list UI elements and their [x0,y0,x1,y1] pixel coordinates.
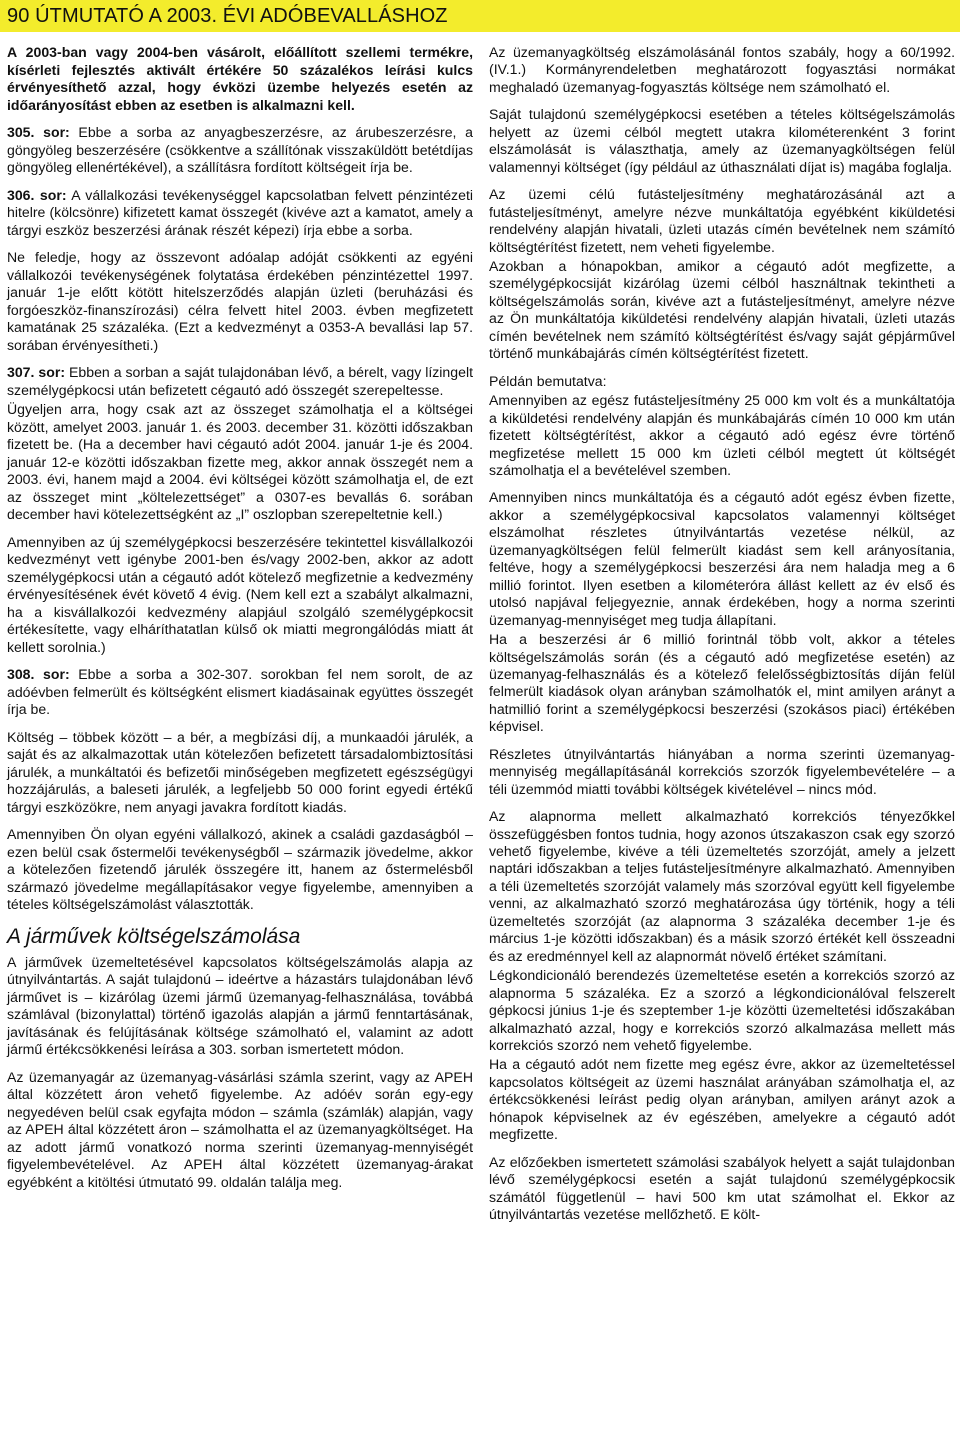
right-paragraph-8: Részletes útnyilvántartás hiányában a norma szerinti üzemanyag-mennyiség megállapításánál korrekciós szorzók figyelembevételére – a téli üzemmód miatti további költségek kivételével – nincs mód. [489,745,955,797]
right-paragraph-2: Saját tulajdonú személygépkocsi esetében a tételes költségelszámolás helyett az üzemi célból megtett utakra kilométerenként 3 forint elszámolását is választhatja, amely az üzemanyagköltségen felül valamennyi költséget (így például az úthasználati díjat is) magába foglalja. [489,106,955,175]
right-paragraph-7: Ha a beszerzési ár 6 millió forintnál több volt, akkor a tételes költségelszámolás során (és a cégautó adó megfizetése esetén) az üzemanyag-felhasználás és a kötelező felelősségbiztosítás díján felül felmerült kiadások olyan arányban számolhatók el, mint amilyen arányt a hatmillió forint a személygépkocsi beszerzési (szokásos piaci) értékében képvisel. [489,631,955,735]
right-paragraph-11: Ha a cégautó adót nem fizette meg egész évre, akkor az üzemeltetéssel kapcsolatos költségeit az üzemi használat arányában számolhatja el, az értékcsökkenési leírást pedig olyan arányban, amilyen arányt azok a hónapok képviselnek az év egészében, amelyekre a cégautó adót megfizette. [489,1056,955,1143]
intro-paragraph: A 2003-ban vagy 2004-ben vásárolt, előállított szellemi termékre, kísérleti fejlesztés aktivált értékére 50 százalékos leírási kulcs érvényesíthető azzal, hogy évközi üzembe helyezés esetén az időarányosítást ebben az esetben is alkalmazni kell. [7,44,473,113]
row-306-label: 306. sor: [7,186,67,203]
row-307-paragraph [7,364,473,399]
header-bar [0,0,960,32]
section-heading: A járművek költségelszámolása [7,924,301,948]
right-paragraph-1: Az üzemanyagköltség elszámolásánál fontos szabály, hogy a 60/1992. (IV.1.) Kormányrendeletben meghatározott fogyasztási normákat meghaladó üzemanyag-fogyasztás költsége nem számolható el. [489,44,955,95]
right-paragraph-5: Amennyiben az egész futásteljesítmény 25 000 km volt és a munkáltatója a kiküldetési rendelvény alapján és munkábajárás címén 10 000 km után fizetett költségtérítést, akkor a cégautó adó egész évre történő megfizetése mellett 15 000 km üzleti célból megtett út költségét számolhatja el a bevételével szemben. [489,392,955,478]
vehicle-paragraph-2: Az üzemanyagár az üzemanyag-vásárlási számla szerint, vagy az APEH által közzétett áron vehető figyelembe. Az adóév során egy-egy negyedéven belül csak egyfajta módon – számla (számlák) alapján, vagy az APEH által közzétett áron – számolhatta el az üzemanyagköltséget. Ha az adott jármű vonatkozó norma szerinti üzemanyag-mennyiségét figyelembevételével. Az APEH által közzétett üzemanyag-árakat egyébként a kitöltési útmutató 99. oldalán találja meg. [7,1068,473,1190]
right-paragraph-4: Azokban a hónapokban, amikor a cégautó adót megfizette, a személygépkocsiját kizárólag üzemi célból használtnak tekintheti a költségelszámolás során, kivéve azt a futásteljesítményt, amelyre nézve az Ön munkáltatója kiküldetési rendelvény alapján hivatali, üzleti utazás címén bevételnek nem számító költségtérítést és/vagy saját gépjárművel történő munkábajárás címén költségtérítést fizetett. [489,257,955,362]
row-307-text: Ebben a sorban a saját tulajdonában lévő, a bérelt, vagy lízingelt személygépkocsi után befizetett cégautó adó összegét szerepeltesse. [7,364,473,398]
page-header-title: 90 ÚTMUTATÓ A 2003. ÉVI ADÓBEVALLÁSHOZ [7,5,448,27]
row-306-note: Ne feledje, hogy az összevont adóalap adóját csökkenti az egyéni vállalkozói tevékenységének folytatása érdekében pénzintézettel 1997. január 1-je előtt kötött hitelszerződés alapján üzleti (beruházási és forgóeszköz-finanszírozási) célra felvett hitel 2003. évben megfizetett kamatának 25 százaléka. (Ezt a kedvezményt a 0353-A bevallási lap 57. sorában érvényesítheti.) [7,249,473,353]
row-305-paragraph [7,124,473,177]
row-306-text: A vállalkozási tevékenységgel kapcsolatban felvett pénzintézeti hitelre (kölcsönre) kifizetett kamat összegét (kivéve azt a kamatot, amely a tárgyi eszköz beszerzési árának részét képezi) írja ebbe a sorba. [7,186,473,238]
right-paragraph-9: Az alapnorma mellett alkalmazható korrekciós tényezőkkel összefüggésben fontos tudnia, hogy azonos útszakaszon csak egy szorzó vehető figyelembe, kivéve a téli üzemeltetés szorzóját, amely a jelzett naptári időszakban a teljes futásteljesítményre alkalmazható. Amennyiben a téli üzemeltetés szorzóját valamely más szorzóval együtt kell figyelembe venni, az alkalmazható szorzó meghatározása úgy történik, hogy a téli üzemeltetés szorzóját (az alapnorma 3 százaléka december 1-je és március 1-je közötti időszakban) és a másik szorzó értékét kell összeadni és az eredménnyel kell az alapnormát növelő értéket számítani. [489,808,955,964]
right-column [489,44,955,1234]
row-308-label: 308. sor: [7,666,70,682]
vehicle-paragraph-1: A járművek üzemeltetésével kapcsolatos költségelszámolás alapja az útnyilvántartás. A saját tulajdonú – ideértve a házastárs tulajdonában lévő járművet is – kizárólag üzemi jármű üzemanyag-felhasználása, továbbá számlával (bizonylattal) történő igazolás alapján a jármű fenntartásának, javításának és felújításának költsége számolható el, valamint az adott jármű értékcsökkenési leírása a 303. sorban ismertetett módon. [7,953,473,1057]
row-307-paragraph-2: Ügyeljen arra, hogy csak azt az összeget számolhatja el a költségei között, amelyet 2003. január 1. és 2003. december 31. közötti időszakban fizetett be. (Ha a december havi cégautó adót 2004. január 1-je és 2004. január 12-e közötti időszakban fizette meg, akkor annak összegét nem a 2003. évi, hanem majd a 2004. évi költségei között számolhatja el, de ezt az összeget mint „költelezettséget” a 0307-es bevallás 6. sorában december havi kötelezettségként az „I” oszlopban szerepeltetnie kell.) [7,401,473,522]
example-title: Példán bemutatva: [489,372,607,389]
row-305-text: Ebbe a sorba az anyagbeszerzésre, az árubeszerzésre, a göngyöleg beszerzésére (csökkentve a szállítónak visszaküldött betétdíjas göngyöleg ellenértékével), a szállításra fordított költségeit írja be. [7,124,473,175]
left-column [7,44,473,1201]
costs-paragraph: Költség – többek között – a bér, a megbízási díj, a munkaadói járulék, a saját és az alkalmazottak után kötelezően befizetett társadalombiztosítási járulék, a munkáltatói és befizetői minőségeben megfizetett egészségügyi hozzájárulás, a baleseti járulék, a legfeljebb 50 000 forint egyedi értékű tárgyi eszközökre, nem anyagi javakra fordított kiadás. [7,728,473,815]
family-farm-paragraph: Amennyiben Ön olyan egyéni vállalkozó, akinek a családi gazdaságból – ezen belül csak őstermelői tevékenységből – származik jövedelme, akkor a kötelezően fizetendő járulék összegére itt, hanem az őstermelésből származó jövedelme megállapításakor vegye figyelembe, amennyiben a tételes költségelszámolást választották. [7,826,473,912]
row-307-label: 307. sor: [7,364,66,380]
right-paragraph-6: Amennyiben nincs munkáltatója és a cégautó adót egész évben fizette, akkor a személygépkocsival kapcsolatos valamennyi költséget elszámolhat részletes útnyilvántartás vezetése nélkül, az üzemanyagköltségen felül felmerült kiadást sem kell arányosítania, feltéve, hogy a személygépkocsi beszerzési ára nem haladja meg a 6 millió forintot. Ilyen esetben a kilométeróra állást kellett az év első és utolsó napjával feljegyeznie, annak érdekében, hogy a norma szerinti üzemanyag-mennyiséget meg tudja állapítani. [489,489,955,628]
right-paragraph-12: Az előzőekben ismertetett számolási szabályok helyett a saját tulajdonban lévő személygépkocsi esetén a saját tulajdonú személygépkocsik számától függetlenül – havi 500 km utat számolhat el. Ekkor az útnyilvántartás vezetése mellőzhető. E költ- [489,1153,955,1223]
row-307-paragraph-3: Amennyiben az új személygépkocsi beszerzésére tekintettel kisvállalkozói kedvezményt vett igénybe 2001-ben és/vagy 2002-ben, akkor az adott személygépkocsi után a cégautó adót kötelező megfizetnie a kedvezmény érvényesítésének évét követő 4 évig. (Nem kell ezt a szabályt alkalmazni, ha a kisvállalkozói kedvezmény alapjául szolgáló személygépkocsit értékesítette, vagy elháríthatatlan külső ok miatti megrongálódás miatt át kellett sorolnia.) [7,533,473,655]
right-paragraph-3: Az üzemi célú futásteljesítmény meghatározásánál azt a futásteljesítményt, amelyre nézve munkáltatója egyébként kiküldetési rendelvény alapján hivatali, üzleti utazás címén bevételnek nem számító költségtérítést fizetett, nem veheti figyelembe. [489,186,955,255]
row-308-text: Ebbe a sorba a 302-307. sorokban fel nem sorolt, de az adóévben felmerült és költségként elismert kiadásainak együttes összegét írja be. [7,666,473,717]
row-308-paragraph [7,666,473,719]
right-paragraph-10: Légkondicionáló berendezés üzemeltetése esetén a korrekciós szorzó az alapnorma 5 százaléka. Ez a szorzó a légkondicionálóval felszerelt gépkocsi június 1-je és szeptember 1-je közötti üzemeltetési időszakában alkalmazható azzal, hogy e korrekciós szorzó alkalmazása mellett más korrekciós szorzó nem vehető figyelembe. [489,967,955,1054]
row-306-paragraph [7,187,473,240]
row-305-label: 305. sor: [7,124,70,140]
